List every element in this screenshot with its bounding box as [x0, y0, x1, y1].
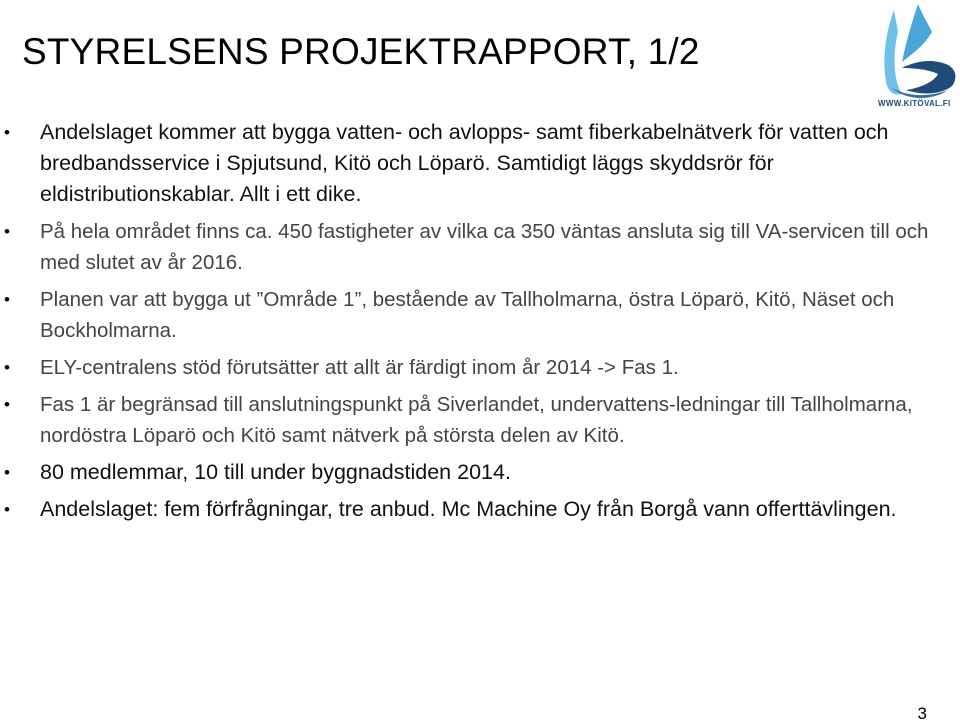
bullet-text: 80 medlemmar, 10 till under byggnadstiden 2014.: [40, 460, 511, 484]
bullet-text: Andelslaget kommer att bygga vatten- och avlopps- samt fiberkabelnätverk för vatten och bredbandsservice i Spjutsund, Kitö och Löparö. Samtidigt läggs skyddsrör för eldistributionskablar. Allt i ett dike.: [40, 120, 889, 206]
bullet-text: Andelslaget: fem förfrågningar, tre anbud. Mc Machine Oy från Borgå vann offerttävlingen.: [40, 497, 897, 521]
bullet-icon: •: [4, 395, 10, 414]
kitoval-logo-icon: [872, 2, 958, 102]
bullet-text: ELY-centralens stöd förutsätter att allt är färdigt inom år 2014 -> Fas 1.: [40, 356, 679, 379]
logo-upper-stroke: [902, 4, 932, 62]
bullet-icon: •: [4, 222, 10, 241]
logo-website-text: WWW.KITÖVAL.FI: [878, 99, 951, 108]
page-number: 3: [917, 704, 927, 723]
bullet-item: [0, 117, 930, 210]
kitoval-logo: [872, 2, 958, 110]
logo-lower-swoosh: [902, 61, 955, 93]
bullet-icon: •: [4, 500, 10, 519]
bullet-item: [0, 284, 930, 346]
bullet-icon: •: [4, 358, 10, 377]
bullet-text: Planen var att bygga ut ”Område 1”, bestående av Tallholmarna, östra Löparö, Kitö, Näset och Bockholmarna.: [40, 288, 895, 342]
bullet-item: [0, 494, 930, 525]
bullet-list: [0, 117, 930, 531]
bullet-icon: •: [4, 290, 10, 309]
bullet-text: På hela området finns ca. 450 fastigheter av vilka ca 350 väntas ansluta sig till VA-servicen till och med slutet av år 2016.: [40, 220, 929, 274]
bullet-icon: •: [4, 463, 10, 482]
bullet-item: [0, 352, 930, 383]
bullet-text: Fas 1 är begränsad till anslutningspunkt på Siverlandet, undervattens-ledningar till Tallholmarna, nordöstra Löparö och Kitö samt nätverk på största delen av Kitö.: [40, 393, 913, 447]
bullet-icon: •: [4, 123, 10, 142]
bullet-item: [0, 216, 930, 278]
logo-left-stroke: [884, 10, 902, 95]
bullet-item: [0, 457, 930, 488]
bullet-item: [0, 389, 930, 451]
slide-title: STYRELSENS PROJEKTRAPPORT, 1/2: [22, 31, 700, 72]
